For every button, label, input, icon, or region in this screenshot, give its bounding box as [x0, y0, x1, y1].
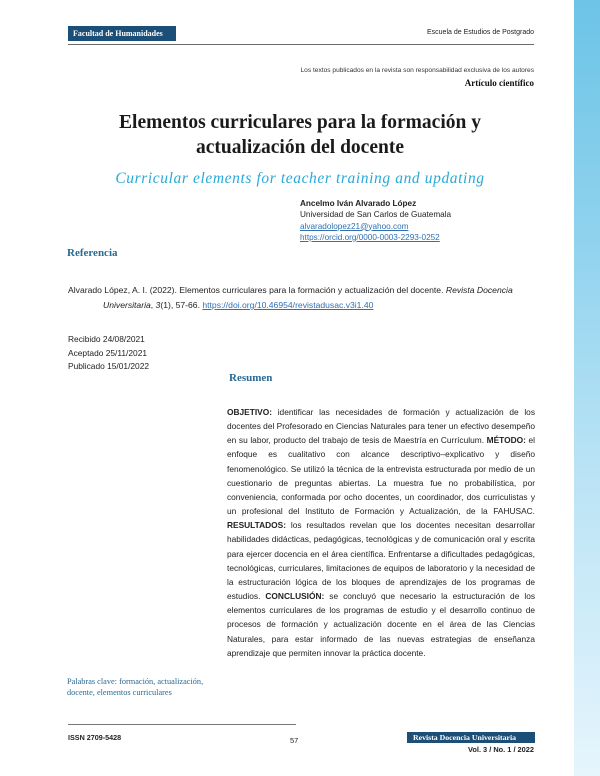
author-orcid-link[interactable]: https://orcid.org/0000-0003-2293-0252 [300, 232, 440, 242]
faculty-badge: Facultad de Humanidades [68, 26, 176, 41]
school-name: Escuela de Estudios de Postgrado [426, 29, 534, 36]
disclaimer-note: Los textos publicados en la revista son responsabilidad exclusiva de los autores [300, 67, 534, 74]
footer-volume: Vol. 3 / No. 1 / 2022 [468, 745, 534, 754]
abstract-body [227, 405, 535, 660]
author-block [300, 198, 451, 243]
article-type-label: Artículo científico [464, 78, 534, 88]
keywords-block [67, 676, 207, 698]
footer-issn: ISSN 2709-5428 [68, 733, 122, 742]
abstract-results-label: RESULTADOS: [227, 520, 287, 531]
author-affiliation: Universidad de San Carlos de Guatemala [300, 210, 452, 220]
article-title-english: Curricular elements for teacher training and updating [115, 170, 485, 187]
author-name: Ancelmo Iván Alvarado López [300, 199, 417, 208]
author-email-link[interactable]: alvaradolopez21@yahoo.com [300, 221, 409, 231]
date-accepted: Aceptado 25/11/2021 [68, 347, 148, 358]
abstract-conclusion-text: se concluyó que necesario la estructuración de los elementos curriculares de los programas de estudio y el desarrollo continuo de procesos de formación y actualización docente en el área de las Ciencias Naturales, para estar informado de las nuevas estrategias de enseñanza aprendizaje que permiten innovar la práctica docente. [227, 591, 536, 658]
journal-badge: Revista Docencia Universitaria [407, 732, 535, 743]
reference-separator: , [150, 300, 156, 310]
reference-volume: 3 [155, 300, 161, 310]
article-title-spanish: Elementos curriculares para la formación y actualización del docente [119, 112, 481, 158]
abstract-objective-label: OBJETIVO: [227, 407, 272, 417]
reference-doi-link[interactable]: https://doi.org/10.46954/revistadusac.v3i1.40 [202, 300, 374, 310]
decorative-side-strip [574, 0, 600, 776]
reference-journal: Revista Docencia Universitaria [103, 285, 513, 310]
abstract-heading: Resumen [229, 372, 273, 384]
reference-main-text: Alvarado López, A. I. (2022). Elementos curriculares para la formación y actualización del docente. [68, 285, 444, 295]
date-received: Recibido 24/08/2021 [68, 334, 145, 344]
abstract-conclusion-label: CONCLUSIÓN: [265, 591, 325, 602]
publication-dates [68, 333, 149, 374]
abstract-objective-text: identificar las necesidades de formación y actualización de los docentes del Profesorado en Ciencias Naturales para tener un efectivo desempeño en su labor, producto del trabajo de tesis de Maestría en Currículum. [227, 407, 535, 446]
header-divider [68, 44, 534, 45]
reference-citation [68, 283, 530, 313]
abstract-method-text: el enfoque es cualitativo con alcance descriptivo–explicativo y diseño fenomenológico. Se utilizó la técnica de la entrevista estructurada por medio de un cuestionario de preguntas abiertas. La muestra fue no probabilística, por conveniencia, conformada por ocho docentes, un coordinador, dos curriculistas y un profesional del Instituto de Formación y Actualización, de la FAHUSAC. [227, 435, 536, 517]
footer-divider [68, 724, 296, 725]
abstract-method-label: MÉTODO: [486, 435, 526, 446]
reference-heading: Referencia [67, 247, 118, 259]
abstract-results-text: los resultados revelan que los docentes necesitan desarrollar habilidades didácticas, pedagógicas, tecnológicas y de comunicación oral y escrita para ejercer docencia en el área científica. Enfrentarse a dificultades pedagógicas, tecnológicas, curriculares, limitaciones de equipos de laboratorio y la necesidad de la estructuración lógica de los bloques de aprendizajes de los programas de estudios. [227, 520, 535, 602]
keywords-text: formación, actualización, docente, elementos curriculares [67, 677, 204, 697]
reference-issue-pages: (1), 57-66. [160, 300, 203, 310]
page-number: 57 [290, 736, 299, 745]
date-published: Publicado 15/01/2022 [68, 361, 150, 371]
keywords-label: Palabras clave: [67, 677, 117, 686]
